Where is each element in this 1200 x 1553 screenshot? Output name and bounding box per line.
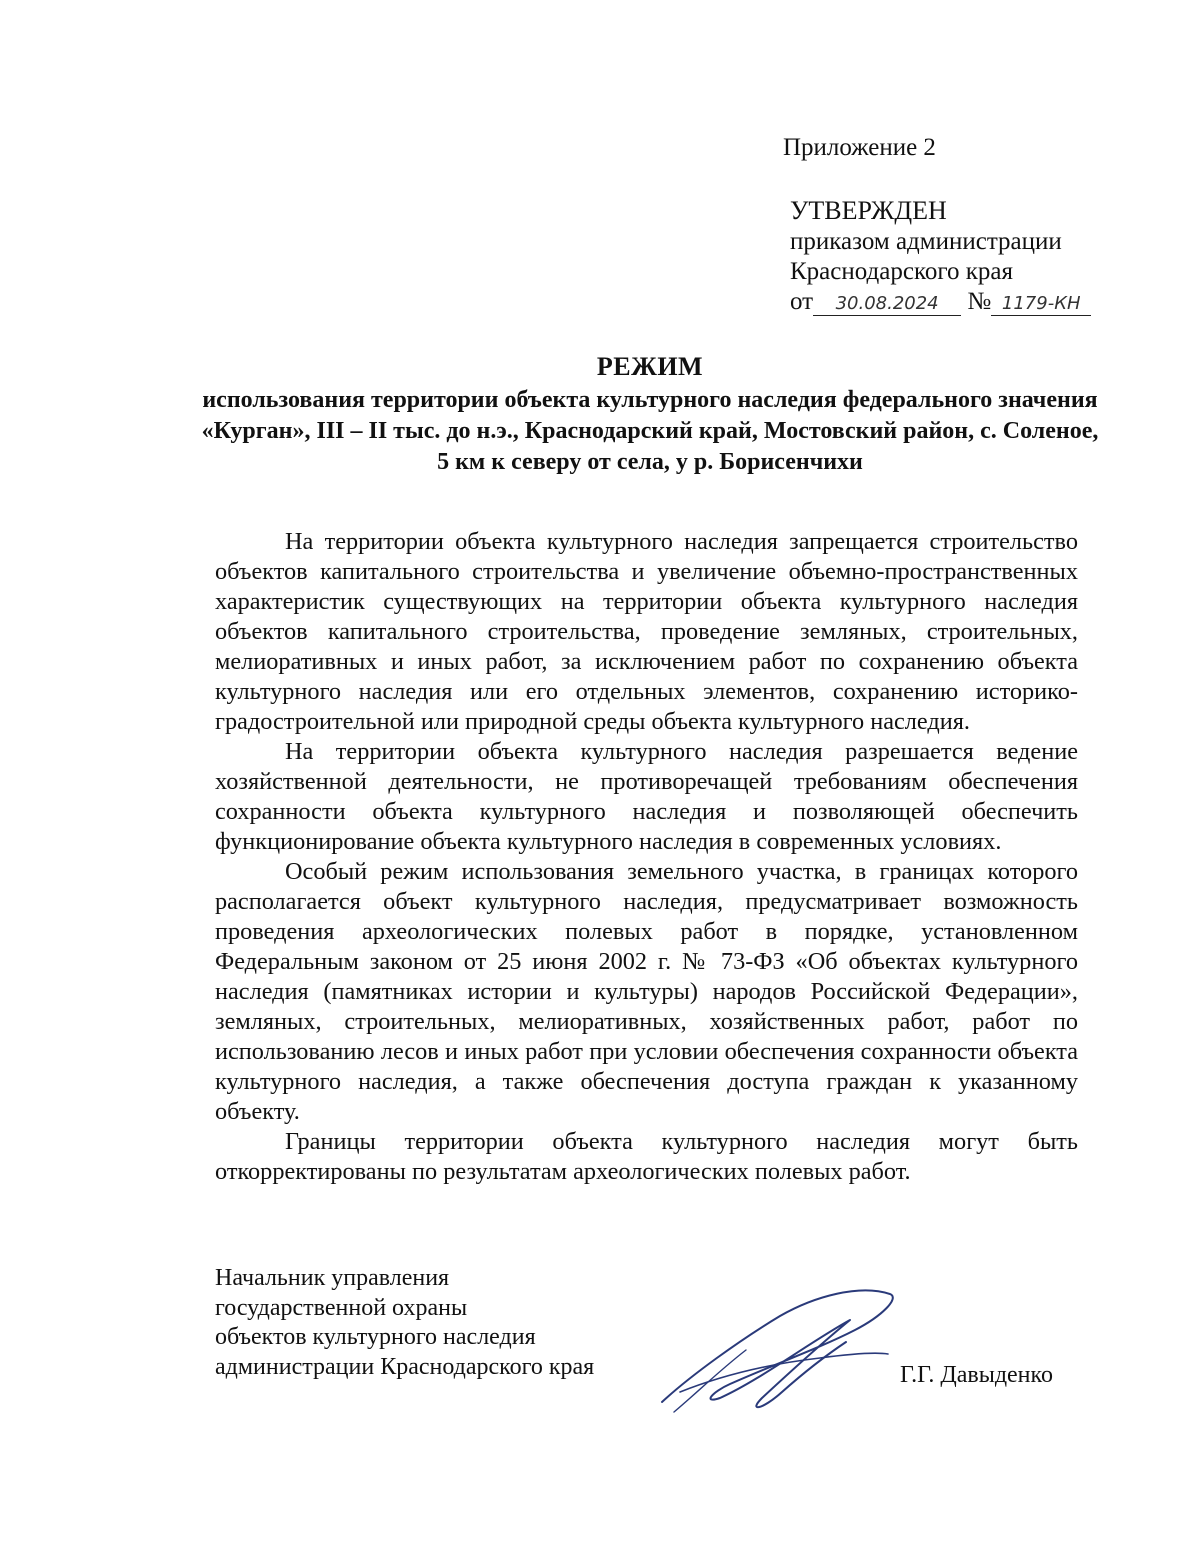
handwritten-signature xyxy=(650,1280,910,1420)
paragraph: Особый режим использования земельного участка, в границах которого располагается объект культурного наследия, предусматривает возможность проведения археологических полевых работ в порядке, установленном Федеральным законом от 25 июня 2002 г. № 73-ФЗ «Об объектах культурного наследия (памятниках истории и культуры) народов Российской Федерации», земляных, строительных, мелиоративных, хозяйственных работ, работ по использованию лесов и иных работ при условии обеспечения сохранности объекта культурного наследия, а также обеспечения доступа граждан к указанному объекту. xyxy=(215,858,1078,1125)
signatory-name: Г.Г. Давыденко xyxy=(900,1362,1053,1388)
order-number: 1179-КН xyxy=(991,293,1091,316)
position-line: Начальник управления xyxy=(215,1265,450,1291)
approved-label: УТВЕРЖДЕН xyxy=(790,196,947,225)
region-label: Краснодарского края xyxy=(790,258,1013,285)
paragraph: Границы территории объекта культурного наследия могут быть откорректированы по результатам археологических полевых работ. xyxy=(215,1128,1078,1185)
position-line: государственной охраны xyxy=(215,1294,468,1321)
signatory-position xyxy=(215,1264,655,1382)
paragraph: На территории объекта культурного наследия запрещается строительство объектов капитального строительства и увеличение объемно-пространственных характеристик существующих на территории объекта культурного наследия объектов капитального строительства, проведение земляных, строительных, мелиоративных и иных работ, за исключением работ по сохранению объекта культурного наследия или его отдельных элементов, сохранению историко-градостроительной или природной среды объекта культурного наследия. xyxy=(215,528,1078,735)
order-date: 30.08.2024 xyxy=(813,293,961,316)
paragraph: На территории объекта культурного наследия разрешается ведение хозяйственной деятельности, не противоречащей требованиям обеспечения сохранности объекта культурного наследия и позволяющей обеспечить функционирование объекта культурного наследия в современных условиях. xyxy=(215,738,1078,855)
position-line: администрации Краснодарского края xyxy=(215,1353,595,1380)
appendix-label: Приложение 2 xyxy=(783,134,936,161)
date-prefix: от xyxy=(790,288,814,315)
document-body xyxy=(215,527,1078,1187)
position-line: объектов культурного наследия xyxy=(215,1324,536,1350)
number-prefix: № xyxy=(967,288,992,315)
approval-stamp xyxy=(790,195,1170,317)
order-line xyxy=(790,287,1170,317)
document-title xyxy=(200,350,1100,478)
title-main: РЕЖИМ xyxy=(596,352,704,381)
order-by-label: приказом администрации xyxy=(790,228,1062,255)
title-subtitle: использования территории объекта культурного наследия федерального значения «Курган», III – II тыс. до н.э., Краснодарский край, Мостовский район, с. Соленое, 5 км к северу от села, у р. Борисенчихи xyxy=(201,387,1099,475)
